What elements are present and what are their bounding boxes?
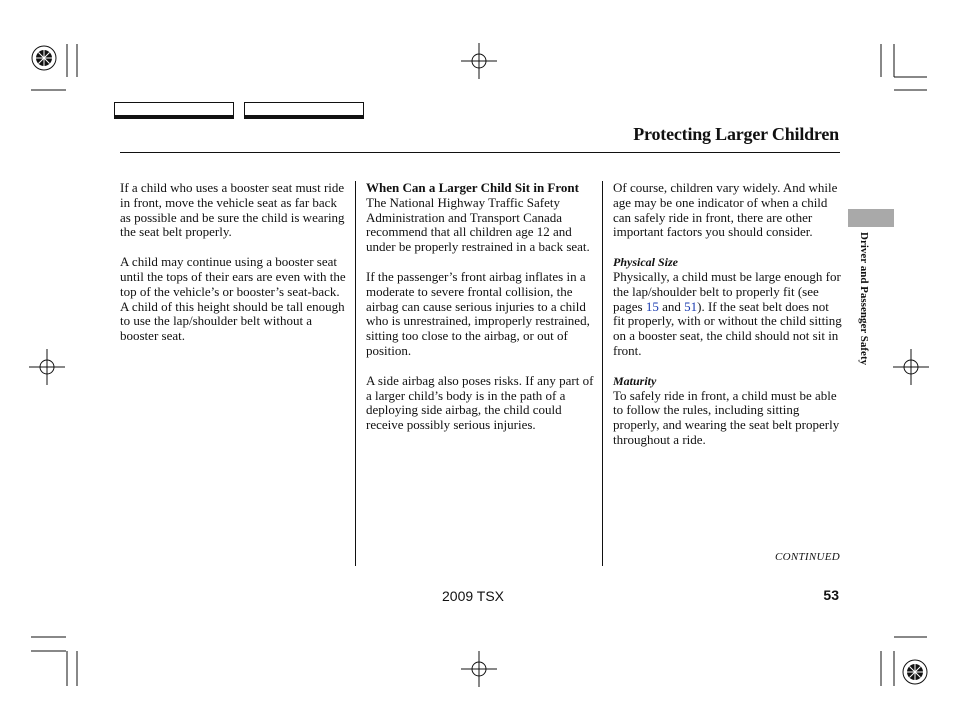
model-label: 2009 TSX: [442, 588, 505, 604]
continued-label: CONTINUED: [774, 551, 840, 563]
header-tab-box-1: [114, 102, 234, 119]
column-divider-1: [355, 181, 356, 566]
title-rule: [120, 152, 840, 153]
side-section-tab: [848, 209, 894, 227]
right-paragraph-2-text-b: ). If the seat belt does not fit properly, with or without the child sitting on a booster seat, the child should not sit in front.: [613, 298, 842, 358]
subheading-maturity: Maturity: [613, 373, 657, 388]
right-paragraph-2-text-a: Physically, a child must be large enough for the lap/shoulder belt to properly fit (see pages: [613, 268, 841, 314]
right-paragraph-3: To safely ride in front, a child must be able to follow the rules, including sitting properly, and wearing the seat belt properly throughout a ride.: [613, 387, 840, 447]
starburst-mark-top-left: [30, 44, 58, 72]
registration-target-left: [29, 349, 65, 385]
right-paragraph-1: Of course, children vary widely. And while age may be one indicator of when a child can safely ride in front, there are other important factors you should consider.: [613, 180, 838, 240]
column-divider-2: [602, 181, 603, 566]
right-column: [613, 181, 843, 463]
subheading-physical-size: Physical Size: [613, 255, 678, 270]
right-paragraph-2-and: and: [658, 298, 685, 314]
header-tab-box-2: [244, 102, 364, 119]
middle-column: [366, 181, 596, 448]
section-heading: When Can a Larger Child Sit in Front: [366, 180, 579, 195]
registration-target-bottom: [461, 651, 497, 687]
page-number: 53: [823, 587, 839, 603]
page-link-51[interactable]: 51: [684, 298, 698, 314]
middle-paragraph-1: The National Highway Traffic Safety Administration and Transport Canada recommend that all children age 12 and under be properly restrained in a back seat.: [366, 194, 590, 255]
registration-target-top: [461, 43, 497, 79]
left-column: [120, 181, 350, 359]
middle-paragraph-2: If the passenger’s front airbag inflates in a moderate to severe frontal collision, the airbag can cause serious injuries to a child who is unrestrained, improperly restrained, sitting too close to the airbag, or out of position.: [366, 268, 590, 358]
page-title: Protecting Larger Children: [633, 124, 839, 144]
side-section-label: Driver and Passenger Safety: [858, 232, 870, 366]
left-paragraph-1: If a child who uses a booster seat must ride in front, move the vehicle seat as far back as possible and be sure the child is wearing the seat belt properly.: [120, 180, 345, 240]
starburst-mark-bottom-right: [901, 658, 929, 686]
registration-target-right: [893, 349, 929, 385]
middle-paragraph-3: A side airbag also poses risks. If any part of a larger child’s body is in the path of a deploying side airbag, the child could receive possibly serious injuries.: [366, 372, 594, 433]
right-paragraph-2: [613, 270, 843, 359]
left-paragraph-2: A child may continue using a booster seat until the tops of their ears are even with the top of the vehicle’s or booster’s seat-back. A child of this height should be tall enough to use the lap/shoulder belt without a booster seat.: [120, 254, 346, 344]
page-link-15[interactable]: 15: [645, 298, 659, 314]
